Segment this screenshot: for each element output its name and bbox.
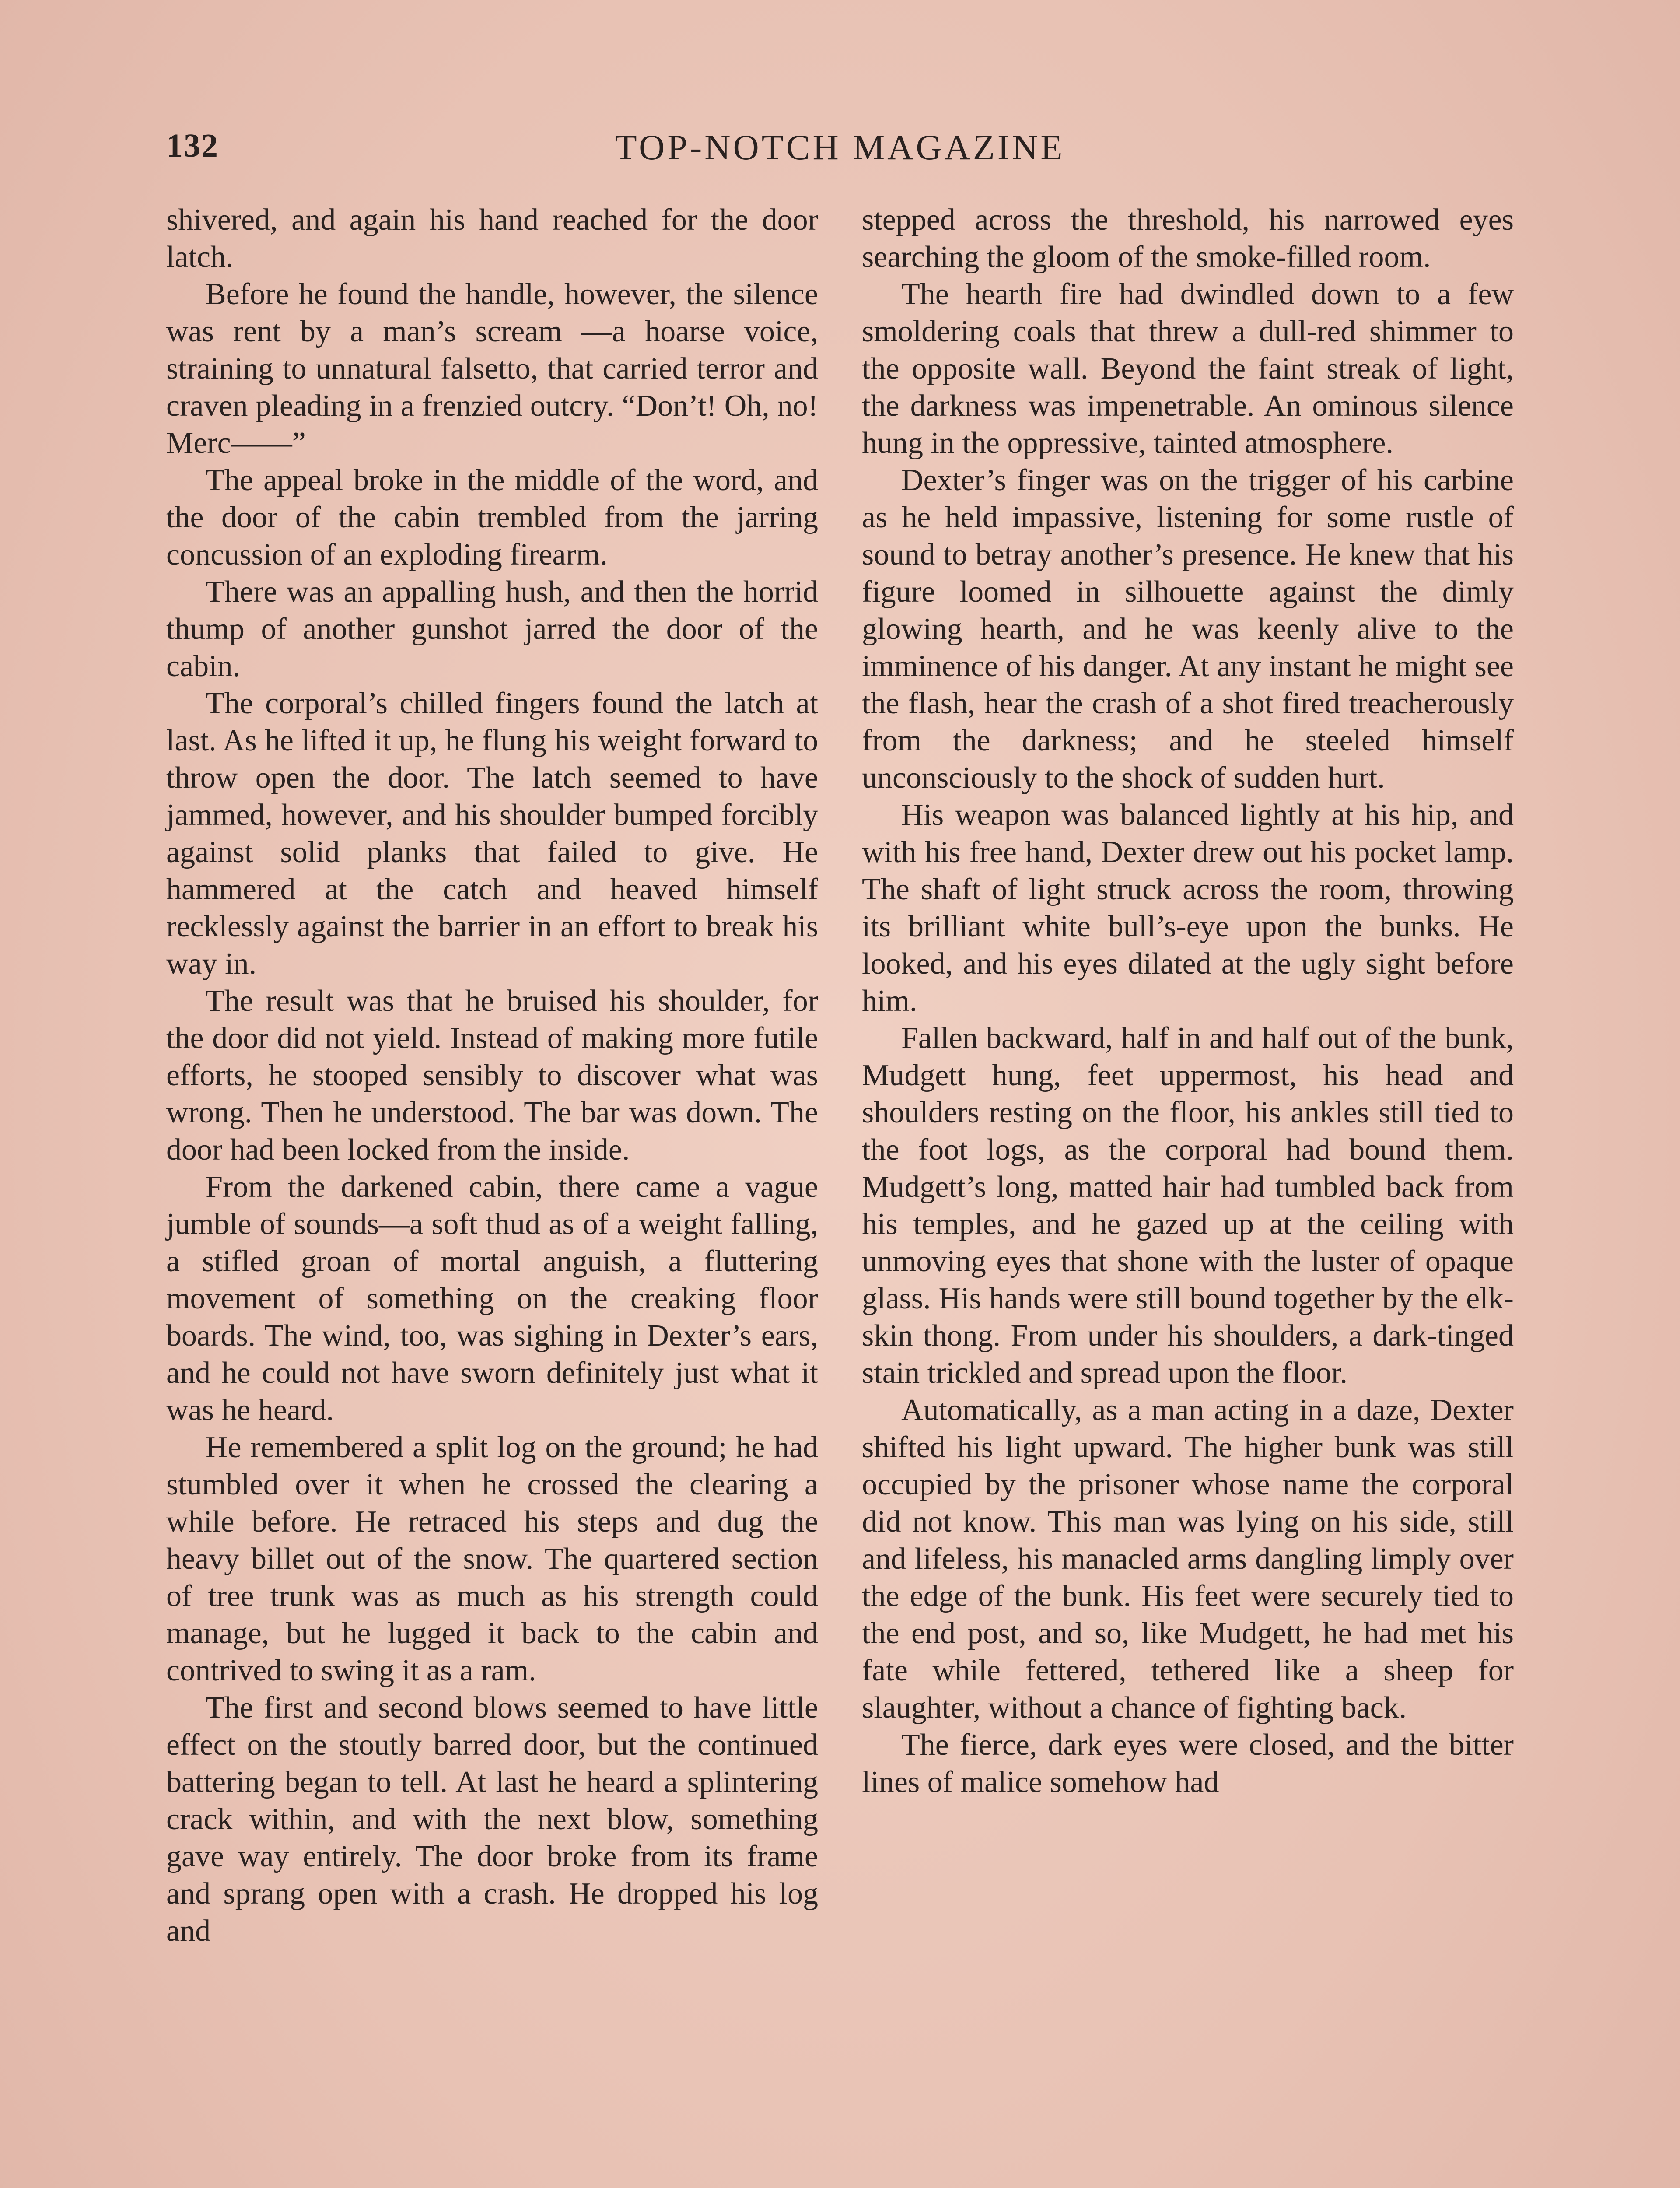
right-column [862,201,1514,1801]
paragraph: Before he found the handle, however, the silence was rent by a man’s scream —a hoarse voice, straining to unnatural falsetto, that carried terror and craven pleading in a frenzied outcry. “Don’t! Oh, no! Merc——” [166,277,818,460]
paragraph: stepped across the threshold, his narrowed eyes searching the gloom of the smoke-filled room. [862,203,1514,274]
paragraph: Dexter’s finger was on the trigger of his carbine as he held impassive, listening for some rustle of sound to betray another’s presence. He knew that his figure loomed in silhouette against the dimly glowing hearth, and he was keenly alive to the imminence of his danger. At any instant he might see the flash, hear the crash of a shot fired treacherously from the darkness; and he steeled himself unconsciously to the shock of sudden hurt. [862,463,1514,795]
paragraph: Automatically, as a man acting in a daze, Dexter shifted his light upward. The higher bunk was still occupied by the prisoner whose name the corporal did not know. This man was lying on his side, still and lifeless, his manacled arms dangling limply over the edge of the bunk. His feet were securely tied to the end post, and so, like Mudgett, he had met his fate while fettered, tethered like a sheep for slaughter, without a chance of fighting back. [862,1393,1514,1725]
paragraph: From the darkened cabin, there came a vague jumble of sounds—a soft thud as of a weight falling, a stifled groan of mortal anguish, a fluttering movement of something on the creaking floor boards. The wind, too, was sighing in Dexter’s ears, and he could not have sworn definitely just what it was he heard. [166,1170,818,1427]
left-column [166,201,818,1950]
paragraph: shivered, and again his hand reached for the door latch. [166,203,818,274]
paragraph: The result was that he bruised his shoulder, for the door did not yield. Instead of making more futile efforts, he stooped sensibly to discover what was wrong. Then he understood. The bar was down. The door had been locked from the inside. [166,984,818,1167]
page-header [166,127,1514,179]
page-number: 132 [166,127,219,164]
paragraph: The fierce, dark eyes were closed, and the bitter lines of malice somehow had [862,1728,1514,1799]
paragraph: The hearth fire had dwindled down to a few smoldering coals that threw a dull-red shimmer to the opposite wall. Beyond the faint streak of light, the darkness was impenetrable. An ominous silence hung in the oppressive, tainted atmosphere. [862,277,1514,460]
paragraph: Fallen backward, half in and half out of the bunk, Mudgett hung, feet uppermost, his head and shoulders resting on the floor, his ankles still tied to the foot logs, as the corporal had bound them. Mudgett’s long, matted hair had tumbled back from his temples, and he gazed up at the ceiling with unmoving eyes that shone with the luster of opaque glass. His hands were still bound together by the elk-skin thong. From under his shoulders, a dark-tinged stain trickled and spread upon the floor. [862,1021,1514,1390]
running-title: TOP-NOTCH MAGAZINE [615,127,1065,167]
paragraph: He remembered a split log on the ground; he had stumbled over it when he crossed the clearing a while before. He retraced his steps and dug the heavy billet out of the snow. The quartered section of tree trunk was as much as his strength could manage, but he lugged it back to the cabin and contrived to swing it as a ram. [166,1431,818,1687]
paragraph: His weapon was balanced lightly at his hip, and with his free hand, Dexter drew out his pocket lamp. The shaft of light struck across the room, throwing its brilliant white bull’s-eye upon the bunks. He looked, and his eyes dilated at the ugly sight before him. [862,798,1514,1018]
paragraph: The first and second blows seemed to have little effect on the stoutly barred door, but the continued battering began to tell. At last he heard a splintering crack within, and with the next blow, something gave way entirely. The door broke from its frame and sprang open with a crash. He dropped his log and [166,1691,818,1948]
paragraph: The appeal broke in the middle of the word, and the door of the cabin trembled from the jarring concussion of an exploding firearm. [166,463,818,572]
paragraph: There was an appalling hush, and then the horrid thump of another gunshot jarred the door of the cabin. [166,575,818,683]
paragraph: The corporal’s chilled fingers found the latch at last. As he lifted it up, he flung his weight forward to throw open the door. The latch seemed to have jammed, however, and his shoulder bumped forcibly against solid planks that failed to give. He hammered at the catch and heaved himself recklessly against the barrier in an effort to break his way in. [166,687,818,981]
